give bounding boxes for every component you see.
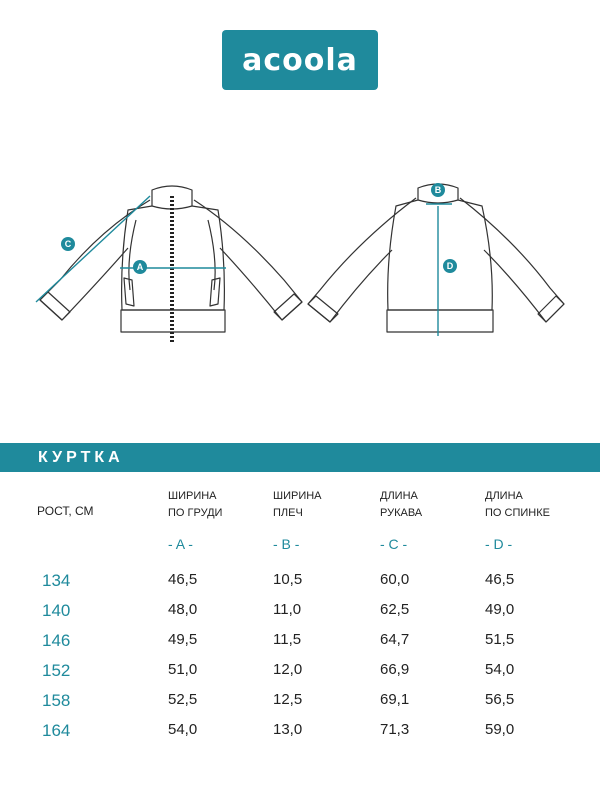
column-letter-b: - B -	[273, 536, 300, 552]
table-row	[0, 601, 600, 631]
jacket-back-drawing	[308, 184, 564, 332]
sleeve-length-value: 64,7	[380, 631, 410, 648]
marker-a-label: A	[136, 262, 144, 272]
chest-width-value: 52,5	[168, 691, 198, 708]
shoulder-width-value: 12,5	[273, 691, 303, 708]
marker-c-label: C	[64, 239, 72, 249]
shoulder-width-value: 10,5	[273, 571, 303, 588]
chest-width-value: 51,0	[168, 661, 198, 678]
column-header-sleeve-length: ДЛИНА РУКАВА	[380, 490, 423, 519]
marker-b-label: B	[434, 185, 442, 195]
back-length-value: 54,0	[485, 661, 515, 678]
column-header-shoulder-width: ШИРИНА ПЛЕЧ	[273, 490, 322, 519]
table-row	[0, 631, 600, 661]
height-value: 146	[42, 631, 71, 650]
column-header-chest-width: ШИРИНА ПО ГРУДИ	[168, 490, 223, 519]
sleeve-length-value: 71,3	[380, 721, 410, 738]
back-length-value: 51,5	[485, 631, 515, 648]
sleeve-length-value: 62,5	[380, 601, 410, 618]
sleeve-length-value: 69,1	[380, 691, 410, 708]
column-header-back-length: ДЛИНА ПО СПИНКЕ	[485, 490, 550, 519]
table-row	[0, 571, 600, 601]
sleeve-length-value: 60,0	[380, 571, 410, 588]
column-letter-a: - A -	[168, 536, 193, 552]
table-row	[0, 691, 600, 721]
section-title: КУРТКА	[38, 448, 124, 466]
table-row	[0, 721, 600, 751]
chest-width-value: 49,5	[168, 631, 198, 648]
shoulder-width-value: 12,0	[273, 661, 303, 678]
shoulder-width-value: 11,5	[273, 631, 302, 648]
height-value: 140	[42, 601, 71, 620]
back-length-value: 46,5	[485, 571, 515, 588]
height-value: 158	[42, 691, 71, 710]
back-length-value: 49,0	[485, 601, 515, 618]
height-value: 164	[42, 721, 71, 740]
back-length-value: 59,0	[485, 721, 515, 738]
jacket-front-drawing	[40, 186, 302, 332]
shoulder-width-value: 11,0	[273, 601, 302, 618]
back-length-value: 56,5	[485, 691, 515, 708]
brand-logo-text: acoola	[242, 42, 358, 78]
chest-width-value: 46,5	[168, 571, 198, 588]
column-letter-c: - C -	[380, 536, 408, 552]
section-title-band	[0, 443, 600, 472]
brand-logo	[222, 30, 378, 90]
chest-width-value: 54,0	[168, 721, 198, 738]
height-value: 134	[42, 571, 71, 590]
height-column-header: РОСТ, СМ	[37, 504, 94, 518]
chest-width-value: 48,0	[168, 601, 198, 618]
table-row	[0, 661, 600, 691]
marker-d-label: D	[446, 261, 454, 271]
jacket-measurement-diagram	[0, 170, 600, 360]
height-value: 152	[42, 661, 71, 680]
sleeve-length-value: 66,9	[380, 661, 410, 678]
column-letter-d: - D -	[485, 536, 513, 552]
shoulder-width-value: 13,0	[273, 721, 303, 738]
